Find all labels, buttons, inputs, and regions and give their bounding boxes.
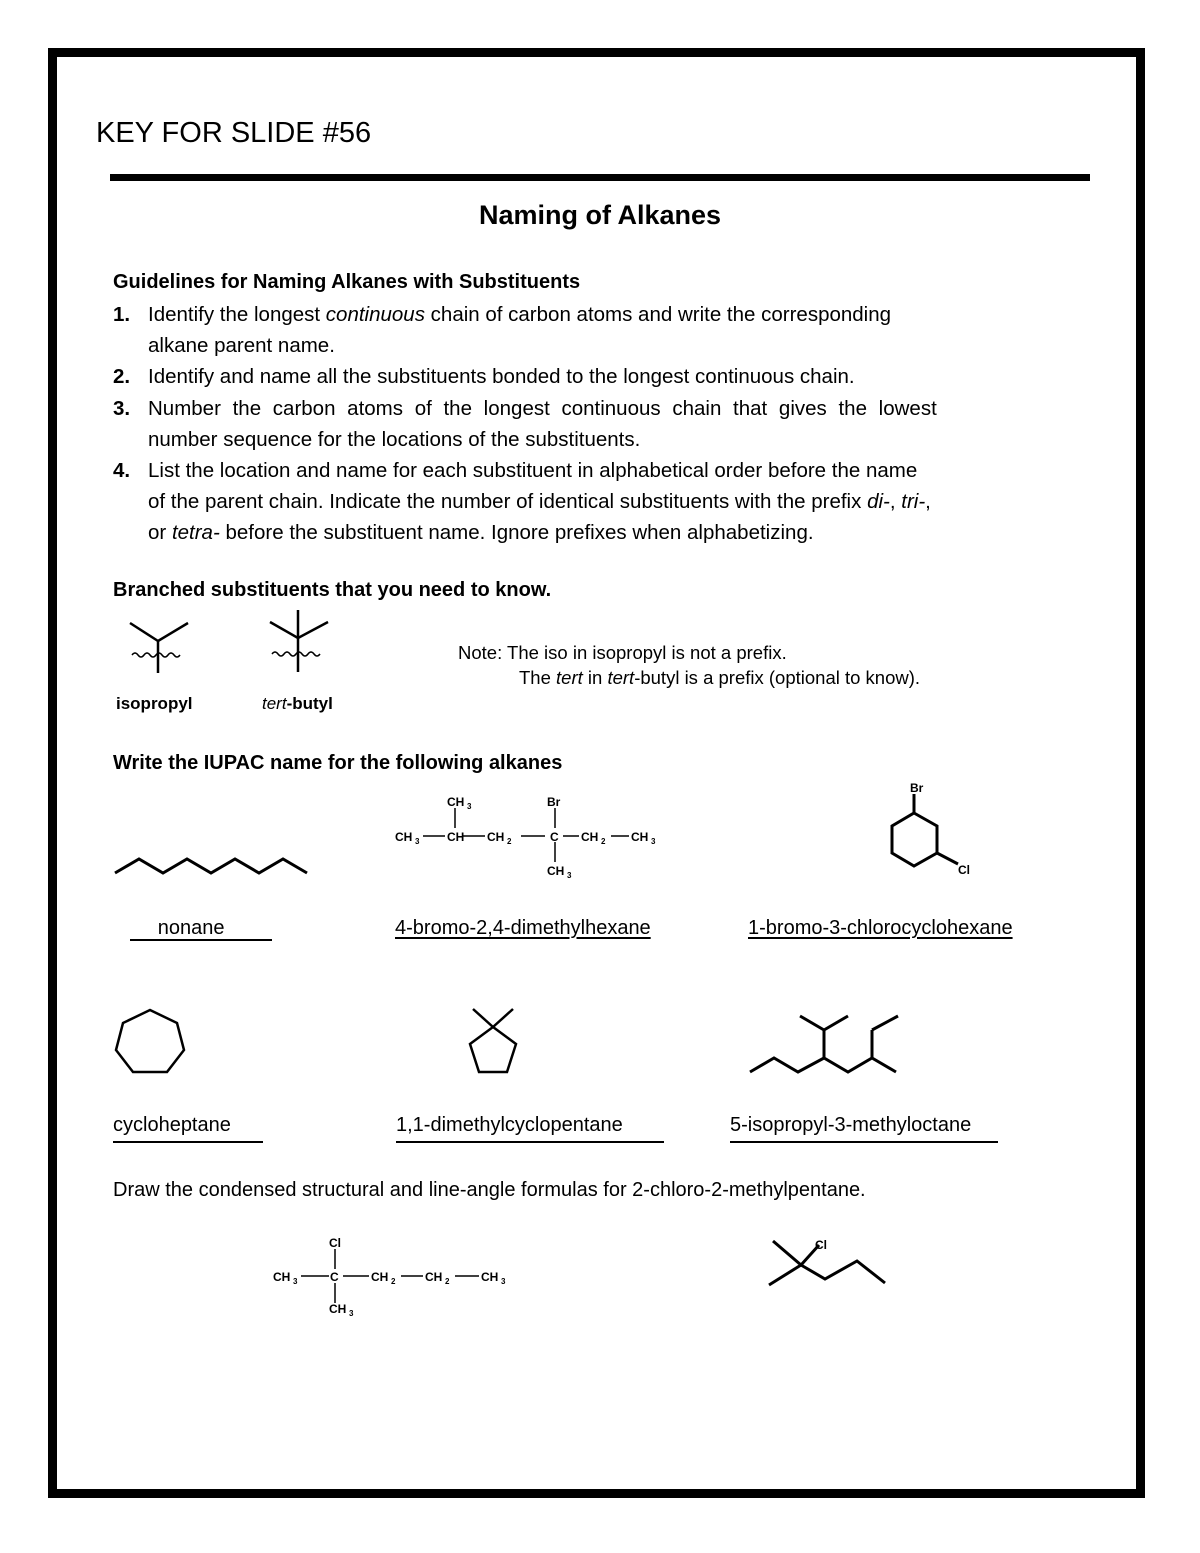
isopropyl-methyloctane-structure — [748, 1012, 908, 1078]
guidelines-heading: Guidelines for Naming Alkanes with Substituents — [113, 271, 581, 293]
step-number: 3. — [113, 397, 131, 420]
svg-text:CH: CH — [371, 1270, 389, 1284]
svg-text:CH: CH — [631, 830, 649, 844]
step-number: 2. — [113, 365, 131, 388]
svg-text:CH: CH — [581, 830, 599, 844]
svg-text:2: 2 — [507, 837, 512, 846]
svg-text:CH: CH — [395, 830, 413, 844]
svg-text:3: 3 — [415, 837, 420, 846]
svg-text:CH: CH — [481, 1270, 499, 1284]
svg-text:CH: CH — [273, 1270, 291, 1284]
svg-text:3: 3 — [567, 871, 572, 880]
answer-underline — [730, 1141, 998, 1143]
svg-text:Br: Br — [547, 795, 561, 809]
draw-instruction: Draw the condensed structural and line-angle formulas for 2-chloro-2-methylpentane. — [113, 1179, 866, 1201]
svg-text:CH: CH — [425, 1270, 443, 1284]
svg-text:3: 3 — [349, 1309, 354, 1318]
svg-text:3: 3 — [467, 802, 472, 811]
note-line-2: The tert in tert-butyl is a prefix (optional to know). — [519, 667, 921, 688]
svg-text:3: 3 — [651, 837, 656, 846]
step-number: 4. — [113, 459, 131, 482]
svg-text:CH: CH — [487, 830, 505, 844]
bromo-dimethylhexane-structure — [395, 790, 665, 880]
svg-text:2: 2 — [391, 1277, 396, 1286]
dimethylcyclopentane-structure — [465, 1005, 525, 1077]
answer-underline — [130, 939, 272, 941]
page-title: Naming of Alkanes — [478, 200, 722, 230]
svg-text:CH: CH — [547, 864, 565, 878]
svg-text:C: C — [550, 830, 559, 844]
svg-text:2: 2 — [601, 837, 606, 846]
bromo-chlorocyclohexane-structure — [880, 780, 980, 880]
answer-isopropyl-methyloctane: 5-isopropyl-3-methyloctane — [730, 1114, 972, 1136]
guideline-step-2: 2. Identify and name all the substituents bonded to the longest continuous chain. — [113, 361, 855, 392]
answer-cycloheptane: cycloheptane — [113, 1114, 231, 1136]
svg-text:3: 3 — [501, 1277, 506, 1286]
svg-text:2: 2 — [445, 1277, 450, 1286]
svg-text:CH: CH — [447, 795, 465, 809]
svg-text:CH: CH — [329, 1302, 347, 1316]
isopropyl-structure — [120, 615, 200, 675]
svg-text:C: C — [330, 1270, 339, 1284]
chloro-methylpentane-condensed — [273, 1233, 523, 1318]
chloro-methylpentane-line-angle — [765, 1235, 890, 1290]
answer-nonane: nonane — [157, 917, 225, 939]
svg-text:CH: CH — [447, 830, 465, 844]
guideline-step-1: 1. Identify the longest continuous chain of carbon atoms and write the corresponding alkane parent name. — [113, 299, 891, 361]
iupac-heading: Write the IUPAC name for the following alkanes — [113, 752, 563, 774]
isopropyl-label: isopropyl — [116, 694, 193, 713]
answer-dimethylcyclopentane: 1,1-dimethylcyclopentane — [396, 1114, 623, 1136]
answer-bromo-dimethylhexane: 4-bromo-2,4-dimethylhexane — [395, 917, 651, 939]
guideline-step-3: 3. Number the carbon atoms of the longest continuous chain that gives the lowest number sequence for the locations of the substituents. — [113, 393, 937, 455]
svg-text:Cl: Cl — [958, 863, 970, 877]
branched-heading: Branched substituents that you need to know. — [113, 579, 552, 601]
answer-bromo-chlorocyclohexane: 1-bromo-3-chlorocyclohexane — [748, 917, 1013, 939]
key-title: KEY FOR SLIDE #56 — [96, 117, 372, 149]
svg-text:3: 3 — [293, 1277, 298, 1286]
svg-text:Br: Br — [910, 781, 924, 795]
note-line-1: Note: The iso in isopropyl is not a prefix. — [458, 642, 787, 663]
title-rule — [110, 174, 1090, 181]
guideline-step-4: 4. List the location and name for each substituent in alphabetical order before the name of the parent chain. Indicate the number of identical substituents with the prefix di-, tri-, or tetra- before the substituent name. Ignore prefixes when alphabetizing. — [113, 455, 931, 548]
svg-text:Cl: Cl — [815, 1238, 827, 1252]
tert-butyl-structure — [262, 608, 342, 678]
tert-butyl-label: tert-butyl — [262, 694, 333, 713]
answer-underline — [396, 1141, 664, 1143]
nonane-structure — [115, 855, 310, 880]
answer-underline — [113, 1141, 263, 1143]
step-number: 1. — [113, 303, 131, 326]
cycloheptane-structure — [112, 1008, 188, 1078]
svg-text:Cl: Cl — [329, 1236, 341, 1250]
